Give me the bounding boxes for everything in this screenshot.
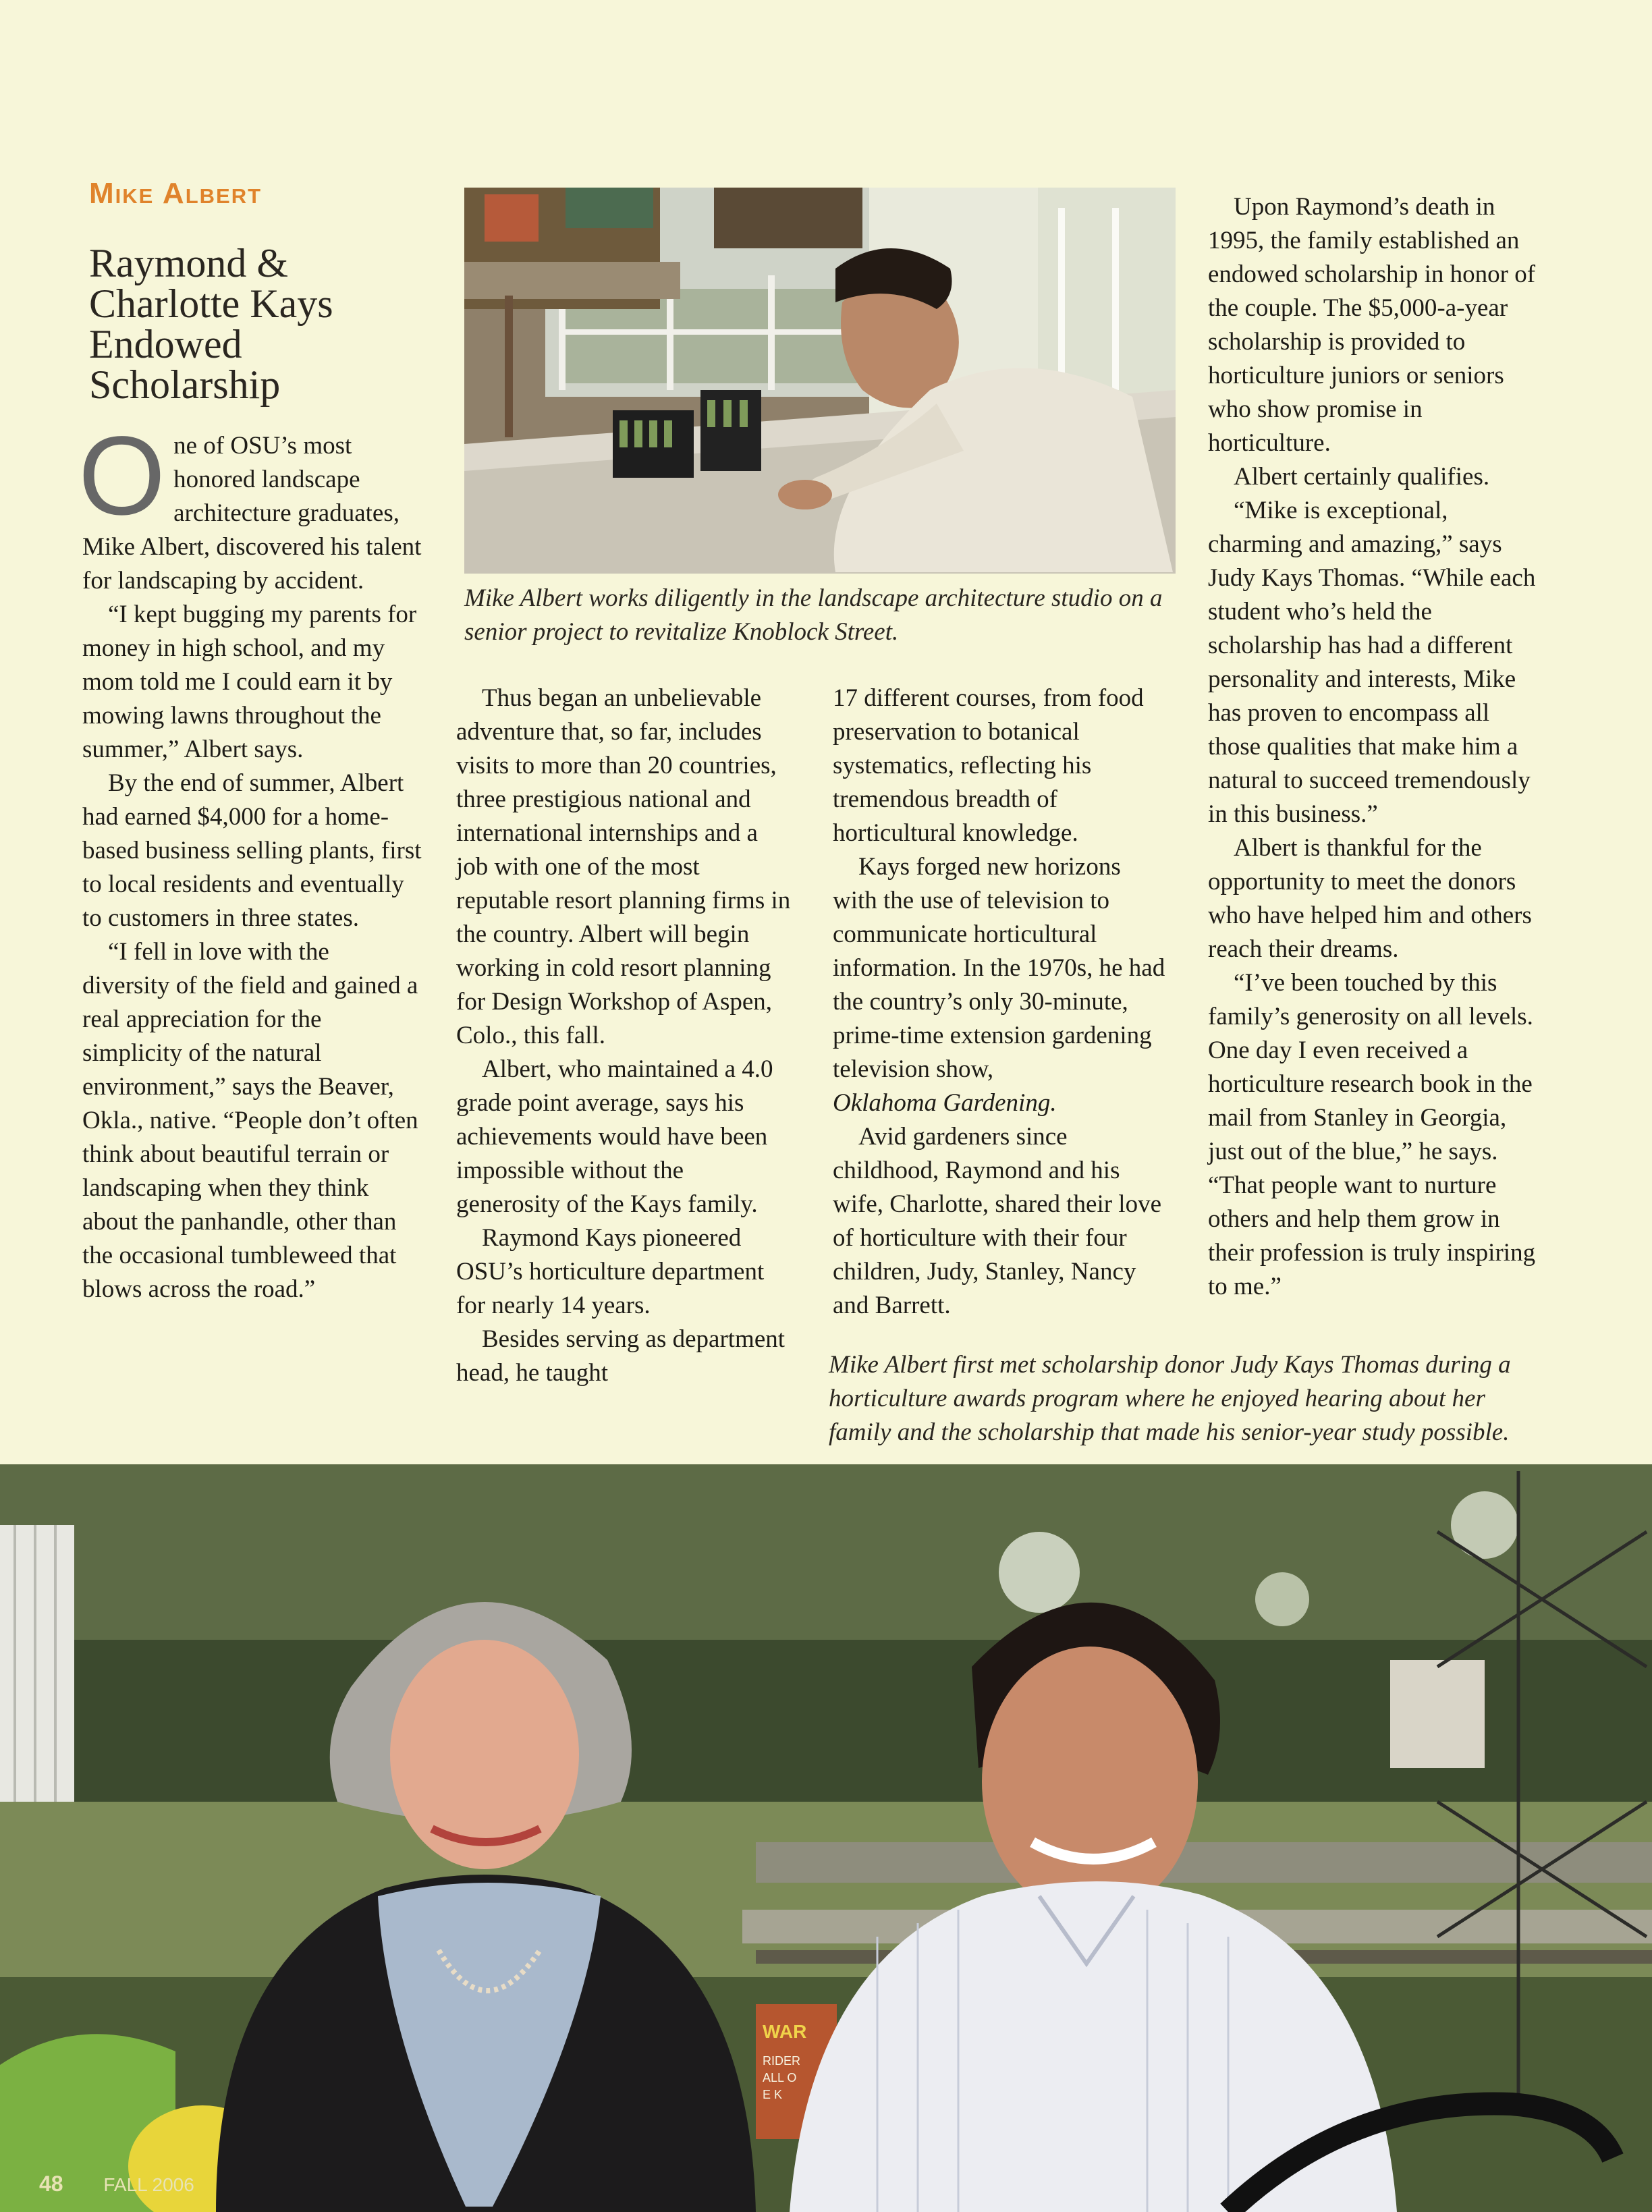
paragraph: “I’ve been touched by this family’s generosity on all levels. One day I even received a horticulture research book in the mail from Stanley in Georgia, just out of the blue,” he says. “That people want to nurture others and help them grow in their profession is truly inspiring to me.”	[1208, 969, 1536, 1300]
paragraph: 17 different courses, from food preservation to botanical systematics, reflecting his tremendous breadth of horticultural knowledge.	[833, 684, 1144, 847]
paragraph: Avid gardeners since childhood, Raymond and his wife, Charlotte, shared their love of horticulture with their four children, Judy, Stanley, Nancy and Barrett.	[833, 1123, 1161, 1319]
paragraph: Albert certainly qualifies.	[1234, 463, 1490, 491]
paragraph: “I kept bugging my parents for money in high school, and my mom told me I could earn it by mowing lawns throughout the summer,” Albert says.	[82, 601, 417, 763]
article-column-2	[456, 682, 794, 1390]
seat-sign-line: ALL O	[763, 2071, 797, 2084]
paragraph: ne of OSU’s most honored landscape architecture graduates, Mike Albert, discovered his talent for landscaping by accident.	[82, 432, 422, 595]
drop-cap: O	[78, 414, 166, 538]
page-number: 48	[39, 2172, 63, 2196]
studio-photo	[464, 188, 1176, 574]
paragraph: Albert, who maintained a 4.0 grade point average, says his achievements would have been impossible without the generosity of the Kays family.	[456, 1055, 773, 1218]
paragraph: By the end of summer, Albert had earned $4,000 for a home-based business selling plants, first to local residents and eventually to customers in three states.	[82, 769, 422, 932]
paragraph: Thus began an unbelievable adventure that, so far, includes visits to more than 20 countries, three prestigious national and international internships and a job with one of the most reputable resort planning firms in the country. Albert will begin working in cold resort planning for Design Workshop of Aspen, Colo., this fall.	[456, 684, 791, 1049]
paragraph: Upon Raymond’s death in 1995, the family established an endowed scholarship in honor of the couple. The $5,000-a-year scholarship is provided to horticulture juniors or seniors who show promise in horticulture.	[1208, 193, 1536, 457]
seat-sign-line: RIDER	[763, 2054, 801, 2068]
paragraph: Raymond Kays pioneered OSU’s horticulture department for nearly 14 years.	[456, 1224, 765, 1319]
section-kicker: Mike Albert	[89, 177, 263, 210]
paragraph: Besides serving as department head, he taught	[456, 1325, 786, 1387]
garden-photo-caption: Mike Albert first met scholarship donor Judy Kays Thomas during a horticulture awards program where he enjoyed hearing about her family and the scholarship that made his senior-year study possible.	[829, 1351, 1511, 1446]
issue-label: FALL 2006	[103, 2174, 194, 2195]
article-headline: Raymond & Charlotte Kays Endowed Scholarship	[89, 241, 333, 407]
paragraph: “Mike is exceptional, charming and amazing,” says Judy Kays Thomas. “While each student who’s held the scholarship has had a different personality and interests, Mike has proven to encompass all those qualities that make him a natural to succeed tremendously in this business.”	[1208, 497, 1536, 828]
show-title: Oklahoma Gardening.	[833, 1089, 1057, 1117]
paragraph: Albert is thankful for the opportunity to meet the donors who have helped him and others reach their dreams.	[1208, 834, 1532, 963]
paragraph: “I fell in love with the diversity of the field and gained a real appreciation for the simplicity of the natural environment,” says the Beaver, Okla., native. “People don’t often think about beautiful terrain or landscaping when they think about the panhandle, other than the occasional tumbleweed that blows across the road.”	[82, 938, 418, 1303]
page-footer	[39, 2172, 194, 2196]
garden-photo	[0, 1464, 1652, 2212]
article-column-3	[833, 682, 1170, 1323]
article-column-1	[78, 414, 422, 1306]
seat-sign-line: E K	[763, 2088, 783, 2101]
seat-warning-label: WAR	[763, 2021, 807, 2042]
article-column-4	[1208, 190, 1545, 1304]
studio-photo-caption: Mike Albert works diligently in the landscape architecture studio on a senior project to revitalize Knoblock Street.	[464, 584, 1163, 646]
paragraph: Kays forged new horizons with the use of television to communicate horticultural information. In the 1970s, he had the country’s only 30-minute, prime-time extension gardening television show,	[833, 853, 1165, 1083]
